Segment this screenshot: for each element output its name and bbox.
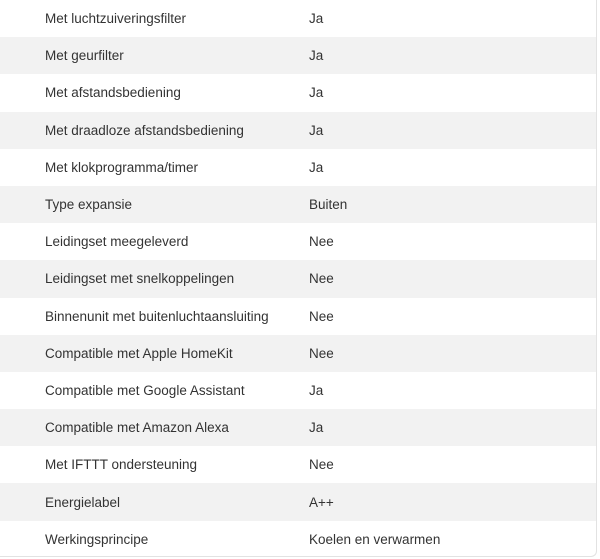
spec-value: Koelen en verwarmen [309, 531, 441, 547]
spec-value: Nee [309, 234, 334, 250]
spec-row-expansion-type [0, 186, 596, 223]
spec-label: Compatible met Amazon Alexa [45, 420, 229, 436]
spec-label: Compatible met Google Assistant [45, 382, 245, 398]
spec-row-apple-homekit [0, 335, 596, 372]
spec-value: Ja [309, 420, 324, 436]
spec-value: A++ [309, 494, 334, 510]
spec-row-ifttt [0, 446, 596, 483]
spec-row-google-assistant [0, 372, 596, 409]
spec-row-amazon-alexa [0, 409, 596, 446]
spec-label: Met IFTTT ondersteuning [45, 457, 198, 473]
spec-value: Ja [309, 159, 324, 175]
spec-value: Ja [309, 382, 324, 398]
spec-label: Leidingset meegeleverd [45, 234, 189, 250]
spec-row-quick-connect-pipes [0, 260, 596, 297]
spec-row-timer [0, 149, 596, 186]
spec-label: Met klokprogramma/timer [45, 159, 199, 175]
spec-row-air-purification-filter [0, 0, 596, 37]
spec-label: Energielabel [45, 494, 121, 510]
spec-label: Type expansie [45, 197, 133, 213]
spec-label: Met draadloze afstandsbediening [45, 122, 244, 138]
spec-row-energy-label [0, 483, 596, 520]
spec-value: Ja [309, 85, 324, 101]
spec-value: Nee [309, 271, 334, 287]
spec-row-pipe-set-included [0, 223, 596, 260]
spec-value: Nee [309, 345, 334, 361]
spec-row-outdoor-air-connection [0, 298, 596, 335]
spec-value: Nee [309, 457, 334, 473]
spec-row-wireless-remote [0, 112, 596, 149]
spec-label: Compatible met Apple HomeKit [45, 345, 233, 361]
spec-row-odor-filter [0, 37, 596, 74]
spec-value: Ja [309, 122, 324, 138]
spec-label: Met geurfilter [45, 48, 124, 64]
spec-label: Leidingset met snelkoppelingen [45, 271, 235, 287]
spec-value: Buiten [309, 197, 348, 213]
spec-label: Met luchtzuiveringsfilter [45, 11, 187, 27]
spec-value: Nee [309, 308, 334, 324]
spec-value: Ja [309, 11, 324, 27]
spec-label: Werkingsprincipe [45, 531, 149, 547]
spec-label: Binnenunit met buitenluchtaansluiting [45, 308, 269, 324]
spec-value: Ja [309, 48, 324, 64]
spec-row-operating-principle [0, 521, 596, 557]
spec-label: Met afstandsbediening [45, 85, 181, 101]
spec-row-remote-control [0, 74, 596, 111]
